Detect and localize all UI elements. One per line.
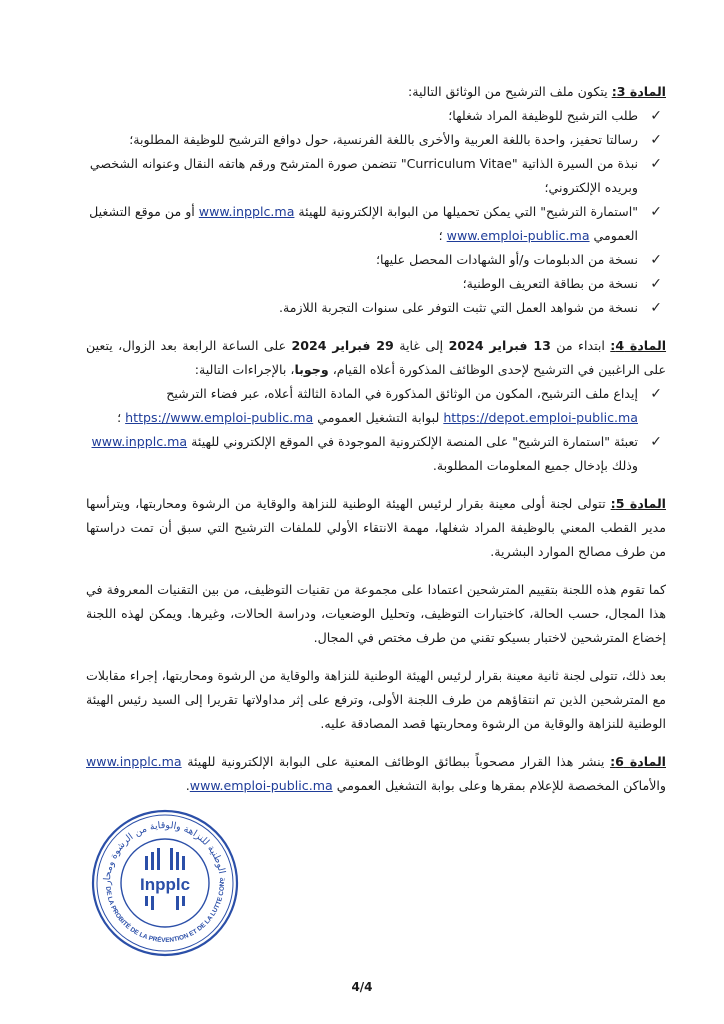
checkmark-icon: ✓	[650, 156, 662, 172]
list-item	[86, 152, 666, 200]
list-item	[86, 430, 666, 478]
start-date: 13 فبراير 2024	[448, 338, 551, 353]
article-3-intro: يتكون ملف الترشيح من الوثائق التالية:	[408, 84, 612, 99]
article-4-text: إلى غاية	[393, 338, 449, 353]
list-item-text: طلب الترشيح للوظيفة المراد شغلها؛	[448, 108, 638, 123]
emploi-public-link[interactable]: www.emploi-public.ma	[189, 778, 333, 793]
list-item	[86, 128, 666, 152]
article-4-text: ابتداء من	[550, 338, 611, 353]
article-3-heading	[86, 80, 666, 104]
list-item-text: أو من موقع التشغيل العمومي	[89, 204, 638, 243]
article-5-paragraph-3: بعد ذلك، تتولى لجنة ثانية معينة بقرار لرئيس الهيئة الوطنية للنزاهة والوقاية من الرشوة ومحاربتها، إجراء مقابلات مع المترشحين الذين تم انتقاؤهم من طرف اللجنة الأولى، وترفع على إثر مداولاتها تقريرا إلى السيد رئيس الهيئة الوطنية للنزاهة والوقاية من الرشوة ومحاربتها قصد المصادقة عليه.	[86, 668, 666, 731]
emploi-public-https-link[interactable]: https://www.emploi-public.ma	[125, 410, 314, 425]
article-5-label: المادة 5:	[610, 496, 667, 511]
list-item	[86, 104, 666, 128]
list-item-text: نسخة من شواهد العمل التي تثبت التوفر على سنوات التجربة اللازمة.	[278, 300, 638, 315]
article-6-text: ينشر هذا القرار مصحوباً ببطائق الوظائف المعنية على البوابة الإلكترونية للهيئة	[181, 754, 611, 769]
page-number: 4/4	[351, 980, 373, 994]
seal-ring-arabic-text: ة الوطنية للنزاهة والوقاية من الرشوة ومحار	[101, 819, 229, 886]
mandatory-word: وجوبا	[294, 362, 329, 377]
checkmark-icon: ✓	[650, 276, 662, 292]
list-item-text: إيداع ملف الترشيح، المكون من الوثائق المذكورة في المادة الثالثة أعلاه، عبر فضاء الترشيح	[166, 386, 638, 401]
depot-emploi-public-link[interactable]: https://depot.emploi-public.ma	[443, 410, 638, 425]
article-5-text: تتولى لجنة أولى معينة بقرار لرئيس الهيئة الوطنية للنزاهة والوقاية من الرشوة ومحاربتها، ويترأسها مدير القطب المعني بالوظيفة المراد شغلها، مهمة الانتقاء الأولي للملفات الترشيح التي سبق أن تمت دراستها من طرف مصالح الموارد البشرية.	[86, 496, 666, 559]
checkmark-icon: ✓	[650, 252, 662, 268]
seal-logo-text: Inpplc	[139, 875, 191, 894]
list-item	[86, 248, 666, 272]
article-3-label: المادة 3:	[611, 84, 666, 99]
checkmark-icon: ✓	[650, 434, 662, 450]
inpplc-website-link[interactable]: www.inpplc.ma	[86, 754, 182, 769]
article-6	[86, 750, 666, 798]
article-6-label: المادة 6:	[610, 754, 666, 769]
checkmark-icon: ✓	[650, 108, 662, 124]
list-item-text: ؛	[117, 410, 126, 425]
list-item	[86, 382, 666, 430]
list-item-text: لبوابة التشغيل العمومي	[313, 410, 444, 425]
list-item-text: تعبئة "استمارة الترشيح" على المنصة الإلكترونية الموجودة في الموقع الإلكتروني للهيئة	[187, 434, 638, 449]
list-item-text: نسخة من بطاقة التعريف الوطنية؛	[462, 276, 638, 291]
seal-ring-french-text: DE LA PROBITÉ DE LA PRÉVENTION ET DE LA LUTTE CON	[104, 881, 227, 945]
article-4-procedure-list	[86, 382, 666, 478]
article-5-paragraph-1	[86, 492, 666, 564]
article-4-text: على الساعة الرابعة بعد الزوال، يتعين على الراغبين في الترشيح لإحدى الوظائف المذكورة أعلاه القيام،	[86, 338, 666, 377]
checkmark-icon: ✓	[650, 300, 662, 316]
article-4-heading	[86, 334, 666, 382]
inpplc-website-link[interactable]: www.inpplc.ma	[198, 204, 295, 219]
article-5-paragraph-2: كما تقوم هذه اللجنة بتقييم المترشحين اعتمادا على مجموعة من تقنيات التوظيف، من بين التقنيات المعروفة في هذا المجال، حسب الحالة، كاختبارات التوظيف، وتحليل الوضعيات، ودراسة الحالات، وغيرها. ويمكن لهذه اللجنة إخضاع المترشحين لاختبار بسيكو تقني من طرف مختص في المجال.	[86, 582, 666, 645]
article-4	[86, 334, 666, 478]
list-item-text: "استمارة الترشيح" التي يمكن تحميلها من البوابة الإلكترونية للهيئة	[294, 204, 638, 219]
list-item-text: رسالتا تحفيز، واحدة باللغة العربية والأخرى باللغة الفرنسية، حول دوافع الترشيح للوظيفة المطلوبة؛	[129, 132, 638, 147]
article-6-text: والأماكن المخصصة للإعلام بمقرها وعلى بوابة التشغيل العمومي	[332, 778, 666, 793]
checkmark-icon: ✓	[650, 204, 662, 220]
list-item-text: نبذة من السيرة الذاتية "Curriculum Vitae" تتضمن صورة المترشح ورقم هاتفه النقال وعنوانه الشخصي وبريده الإلكتروني؛	[89, 156, 638, 195]
list-item	[86, 272, 666, 296]
article-3-document-list	[86, 104, 666, 320]
list-item-text: وذلك بإدخال جميع المعلومات المطلوبة.	[432, 458, 638, 473]
emploi-public-link[interactable]: www.emploi-public.ma	[446, 228, 590, 243]
article-6-paragraph	[86, 750, 666, 798]
list-item	[86, 296, 666, 320]
article-6-text: .	[185, 778, 190, 793]
seal-graphic	[90, 808, 240, 958]
checkmark-icon: ✓	[650, 386, 662, 402]
article-4-text: ، بالإجراءات التالية:	[194, 362, 295, 377]
checkmark-icon: ✓	[650, 132, 662, 148]
inpplc-website-link[interactable]: www.inpplc.ma	[91, 434, 188, 449]
list-item-text: نسخة من الدبلومات و/أو الشهادات المحصل عليها؛	[376, 252, 638, 267]
article-4-label: المادة 4:	[610, 338, 667, 353]
list-item-text: ؛	[438, 228, 447, 243]
official-seal-stamp	[90, 808, 240, 958]
article-5	[86, 492, 666, 736]
end-date: 29 فبراير 2024	[291, 338, 394, 353]
list-item	[86, 200, 666, 248]
document-body	[86, 80, 666, 812]
article-3	[86, 80, 666, 320]
